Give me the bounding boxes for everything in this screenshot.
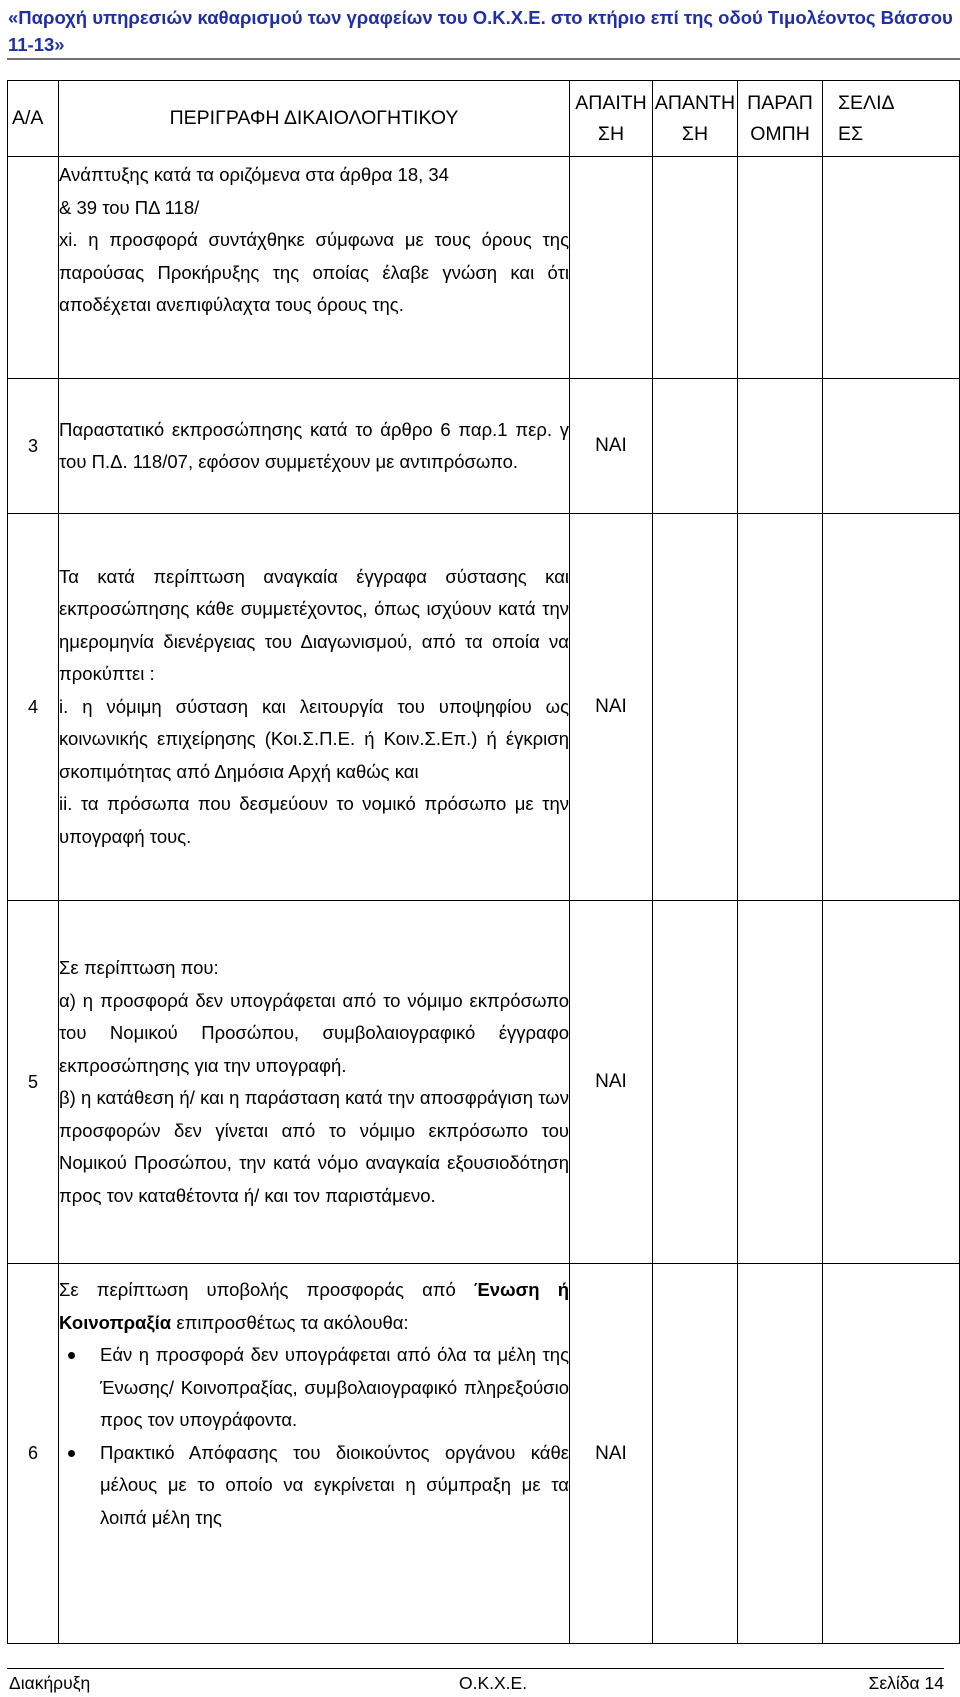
bullet-list <box>59 1339 569 1534</box>
table-row <box>8 157 960 379</box>
description-paragraph: i. η νόμιμη σύσταση και λειτουργία του υποψηφίου ως κοινωνικής επιχείρησης (Κοι.Σ.Π.Ε. ή Κοιν.Σ.Επ.) ή έγκριση σκοπιμότητας από Δημόσια Αρχή καθώς και <box>59 695 569 782</box>
documents-table <box>7 80 960 1644</box>
col-header-aa: Α/Α <box>8 81 59 157</box>
col-header-pages: ΣΕΛΙΔ ΕΣ <box>823 81 960 157</box>
row-number-cell <box>8 157 59 379</box>
list-item: Εάν η προσφορά δεν υπογράφεται από όλα τα μέλη της Ένωσης/ Κοινοπραξίας, συμβολαιογραφικό πληρεξούσιο προς τον υπογράφοντα. <box>100 1339 569 1437</box>
description-paragraph: Τα κατά περίπτωση αναγκαία έγγραφα σύστασης και εκπροσώπησης κάθε συμμετέχοντος, όπως ισχύουν κατά την ημερομηνία διενέργειας του Διαγωνισμού, από τα οποία να προκύπτει : <box>59 565 569 685</box>
document-title: «Παροχή υπηρεσιών καθαρισμού των γραφείων του Ο.Κ.Χ.Ε. στο κτήριο επί της οδού Τιμολέοντος Βάσσου 11-13» <box>8 7 953 55</box>
response-cell <box>653 514 738 901</box>
intro-text: Σε περίπτωση υποβολής προσφοράς από <box>59 1279 456 1300</box>
col-header-response: ΑΠΑΝΤΗ ΣΗ <box>653 81 738 157</box>
description-paragraph <box>59 1274 569 1339</box>
description-cell <box>59 157 570 379</box>
requirement-value: ΝΑΙ <box>570 514 653 901</box>
intro-bold-text: Ένωση ή Κοινοπραξία <box>59 1279 569 1333</box>
reference-cell <box>738 379 823 514</box>
response-cell <box>653 157 738 379</box>
row-number: 5 <box>8 901 59 1264</box>
requirement-value: ΝΑΙ <box>570 379 653 514</box>
reference-cell <box>738 514 823 901</box>
table-row <box>8 514 960 901</box>
description-cell: Παραστατικό εκπροσώπησης κατά το άρθρο 6 παρ.1 περ. γ του Π.Δ. 118/07, εφόσον συμμετέχουν με αντιπρόσωπο. <box>59 379 570 514</box>
response-cell <box>653 379 738 514</box>
description-line: & 39 του ΠΔ 118/ <box>59 196 200 218</box>
description-paragraph: ii. τα πρόσωπα που δεσμεύουν το νομικό πρόσωπο με την υπογραφή τους. <box>59 793 569 847</box>
pages-cell <box>823 1264 960 1644</box>
footer-page-number: Σελίδα 14 <box>868 1673 944 1693</box>
intro-text: επιπροσθέτως τα ακόλουθα: <box>176 1311 409 1333</box>
header-divider <box>7 58 960 60</box>
row-number: 4 <box>8 514 59 901</box>
footer-left: Διακήρυξη <box>9 1673 91 1693</box>
pages-cell <box>823 379 960 514</box>
table-row <box>8 379 960 514</box>
row-number: 6 <box>8 1264 59 1644</box>
description-cell <box>59 514 570 901</box>
description-line: Ανάπτυξης κατά τα οριζόμενα στα άρθρα 18, 34 <box>59 164 449 185</box>
pages-cell <box>823 901 960 1264</box>
col-header-reference: ΠΑΡΑΠ ΟΜΠΗ <box>738 81 823 157</box>
footer-center: Ο.Κ.Χ.Ε. <box>459 1673 528 1693</box>
table-header-row <box>8 81 960 157</box>
col-header-description: ΠΕΡΙΓΡΑΦΗ ΔΙΚΑΙΟΛΟΓΗΤΙΚΟΥ <box>59 81 570 157</box>
col-header-requirement: ΑΠΑΙΤΗ ΣΗ <box>570 81 653 157</box>
page-footer <box>7 1668 944 1697</box>
description-paragraph: Σε περίπτωση που: <box>59 957 219 978</box>
response-cell <box>653 1264 738 1644</box>
requirement-value: ΝΑΙ <box>570 1264 653 1644</box>
reference-cell <box>738 1264 823 1644</box>
description-line: xi. η προσφορά συντάχθηκε σύμφωνα με τους όρους της παρούσας Προκήρυξης της οποίας έλαβε γνώση και ότι αποδέχεται ανεπιφύλαχτα τους όρους της. <box>59 229 569 315</box>
reference-cell <box>738 157 823 379</box>
description-cell <box>59 1264 570 1644</box>
pages-cell <box>823 514 960 901</box>
reference-cell <box>738 901 823 1264</box>
row-number: 3 <box>8 379 59 514</box>
table-row <box>8 901 960 1264</box>
pages-cell <box>823 157 960 379</box>
list-item: Πρακτικό Απόφασης του διοικούντος οργάνου κάθε μέλους με το οποίο να εγκρίνεται η σύμπραξη με τα λοιπά μέλη της <box>100 1437 569 1535</box>
table-row <box>8 1264 960 1644</box>
response-cell <box>653 901 738 1264</box>
description-paragraph: α) η προσφορά δεν υπογράφεται από το νόμιμο εκπρόσωπο του Νομικού Προσώπου, συμβολαιογραφικό έγγραφο εκπροσώπησης για την υπογραφή. <box>59 989 569 1076</box>
requirement-cell <box>570 157 653 379</box>
description-paragraph: β) η κατάθεση ή/ και η παράσταση κατά την αποσφράγιση των προσφορών δεν γίνεται από το νόμιμο εκπρόσωπο του Νομικού Προσώπου, την κατά νόμο αναγκαία εξουσιοδότηση προς τον καταθέτοντα ή/ και τον παριστάμενο. <box>59 1087 569 1206</box>
description-cell <box>59 901 570 1264</box>
requirement-value: ΝΑΙ <box>570 901 653 1264</box>
